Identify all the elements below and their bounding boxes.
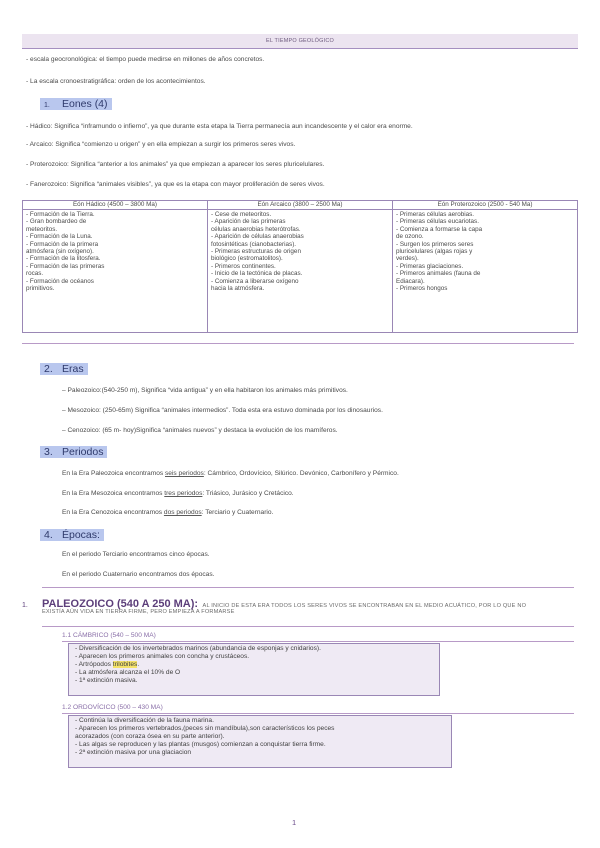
paleozoico-description-2: EXISTÍA AÚN VIDA EN TIERRA FIRME, PERO EMPIEZA A FORMARSE [42, 609, 235, 615]
ordovicico-box [68, 715, 452, 768]
cambrico-line-5: - 1ª extinción masiva. [75, 677, 138, 684]
eras-number: 2. [44, 363, 53, 375]
table-cell-line: verdes). [396, 255, 419, 263]
table-cell-line: - Formación de la Luna. [26, 233, 93, 241]
cambrico-line-3: - Artrópodos trilobites. [75, 661, 140, 668]
table-header-hadico: Eón Hádico (4500 – 3800 Ma) [23, 201, 208, 210]
table-cell-line: de ozono. [396, 233, 424, 241]
table-cell-line: - Primeros hongos [396, 285, 448, 293]
table-cell-line: - Formación de océanos [26, 277, 94, 285]
table-header-proterozoico: Eón Proterozoico (2500 - 540 Ma) [393, 201, 578, 210]
trilobites-highlight: trilobites [112, 661, 138, 668]
table-cell-line: rocas. [26, 270, 44, 278]
paleozoico-top-rule [42, 587, 574, 588]
table-cell-line: pluricelulares (algas rojas y [396, 248, 473, 256]
era-cenozoico-text: – Cenozoico: (65 m- hoy)Significa “animales nuevos” y destaca la evolución de los mamíferos. [62, 427, 338, 434]
era-paleozoico-text: – Paleozoico:(540-250 m), Significa “vida antigua” y en ella habitaron los animales más primitivos. [62, 387, 348, 394]
ordovicico-heading: 1.2 ORDOVÍCICO (500 – 430 MA) [62, 704, 163, 711]
intro-line-2: - La escala cronoestratigráfica: orden de los acontecimientos. [26, 78, 206, 85]
table-cell-line: biológico (estromatolitos). [211, 255, 283, 263]
ordovicico-line-2: - Aparecen los primeros vertebrados,(peces sin mandíbula),son característicos los peces [75, 725, 335, 732]
table-cell-line: - Formación de la litosfera. [26, 255, 101, 263]
periodos-title: Periodos [62, 446, 104, 458]
cambrico-box [68, 643, 440, 696]
ordovicico-rule [62, 713, 574, 714]
ordovicico-line-1: - Continúa la diversificación de la fauna marina. [75, 717, 214, 724]
eones-heading [40, 98, 112, 112]
epoca-cuaternario-text: En el periodo Cuaternario encontramos dos épocas. [62, 571, 215, 578]
table-cell-line: - Primeras células eucariotas. [396, 218, 479, 226]
table-cell-line: - Formación de la Tierra. [26, 211, 95, 218]
eras-heading [40, 363, 88, 376]
paleozoico-title: PALEOZOICO (540 A 250 MA): [42, 598, 199, 610]
eon-fanerozoico-text: - Fanerozoico: Significa “animales visibles”, ya que es la etapa con mayor proliferación de seres vivos. [26, 181, 325, 188]
periodos-heading [40, 446, 107, 459]
table-cell-line: - Aparición de células anaerobias [211, 233, 304, 241]
paleozoico-bottom-rule [42, 626, 574, 627]
periodos-number: 3. [44, 446, 53, 458]
cambrico-rule [62, 641, 574, 642]
eones-table [22, 200, 578, 333]
table-cell-line: - Formación de las primeras [26, 262, 105, 270]
ordovicico-line-5: - 2ª extinción masiva por una glaciacion [75, 749, 192, 756]
table-cell-line: - Comienza a liberarse oxígeno [211, 277, 299, 285]
table-cell-line: Ediacara). [396, 277, 425, 285]
periodo-cenozoica-text: En la Era Cenozoica encontramos dos periodos: Terciario y Cuaternario. [62, 509, 274, 516]
epocas-number: 4. [44, 529, 53, 541]
eones-title: Eones (4) [62, 98, 108, 110]
page-header: EL TIEMPO GEOLÓGICO [22, 34, 578, 49]
table-cell-line: primitivos. [26, 285, 55, 293]
intro-line-1: - escala geocronológica: el tiempo puede medirse en millones de años concretos. [26, 56, 265, 63]
era-mesozoico-text: – Mesozoico: (250-65m) Significa “animales intermedios”. Toda esta era estuvo dominada por los dinosaurios. [62, 407, 383, 414]
section-divider [22, 343, 574, 344]
table-cell-arcaico [208, 210, 393, 333]
ordovicico-line-4: - Las algas se reproducen y las plantas (musgos) comienzan a conquistar tierra firme. [75, 741, 326, 748]
eones-number: 1. [44, 102, 50, 109]
epocas-heading [40, 529, 104, 542]
table-cell-line: hacia la atmósfera. [211, 285, 265, 293]
table-cell-line: - Comienza a formarse la capa [396, 225, 483, 233]
table-cell-line: meteoritos. [26, 225, 58, 233]
table-cell-line: - Primeros animales (fauna de [396, 270, 481, 278]
eon-proterozoico-text: - Proterozoico: Significa “anterior a los animales” ya que empiezan a aparecer los seres pluricelulares. [26, 161, 325, 168]
table-cell-proterozoico [393, 210, 578, 333]
table-cell-line: atmósfera (sin oxígeno). [26, 248, 94, 256]
periodo-mesozoica-text: En la Era Mesozoica encontramos tres periodos: Triásico, Jurásico y Cretácico. [62, 490, 294, 497]
table-cell-line: - Inicio de la tectónica de placas. [211, 270, 303, 278]
eon-hadico-text: - Hádico: Significa “inframundo o infierno”, ya que durante esta etapa la Tierra permanecía aun incandescente y el calor era enorme. [26, 123, 413, 130]
paleozoico-description-1: AL INICIO DE ESTA ERA TODOS LOS SERES VIVOS SE ENCONTRABAN EN EL MEDIO ACUÁTICO, POR LO QUE NO [202, 603, 527, 609]
table-cell-line: células anaerobias heterótrofas. [211, 225, 301, 233]
cambrico-line-1: - Diversificación de los invertebrados marinos (abundancia de esponjas y cnidarios). [75, 645, 321, 652]
table-cell-hadico [23, 210, 208, 333]
table-cell-line: fotosintéticas (cianobacterias). [211, 240, 297, 248]
table-cell-line: - Primeras glaciaciones. [396, 262, 464, 270]
table-cell-line: - Surgen los primeros seres [396, 240, 474, 248]
epocas-title: Épocas: [62, 529, 100, 541]
table-cell-line: - Gran bombardeo de [26, 218, 87, 226]
ordovicico-line-3: acorazados (con coraza ósea en su parte anterior). [75, 733, 225, 740]
table-cell-line: - Primeras estructuras de origen [211, 248, 301, 256]
cambrico-line-4: - La atmósfera alcanza el 10% de O [75, 669, 181, 676]
eras-title: Eras [62, 363, 84, 375]
epoca-terciario-text: En el periodo Terciario encontramos cinco épocas. [62, 551, 210, 558]
table-cell-line: - Primeras células aerobias. [396, 211, 475, 218]
cambrico-line-2: - Aparecen los primeros animales con concha y crustáceos. [75, 653, 250, 660]
paleozoico-number: 1. [22, 602, 28, 609]
periodo-paleozoica-text: En la Era Paleozoica encontramos seis periodos: Cámbrico, Ordovícico, Silúrico. Devónico, Carbonífero y Pérmico. [62, 470, 399, 477]
eon-arcaico-text: - Arcaico: Significa “comienzo u origen” y en ella empiezan a surgir los primeros seres vivos. [26, 141, 296, 148]
table-header-arcaico: Eón Arcaico (3800 – 2500 Ma) [208, 201, 393, 210]
table-cell-line: - Cese de meteoritos. [211, 211, 272, 218]
table-cell-line: - Formación de la primera [26, 240, 99, 248]
table-cell-line: - Primeros continentes. [211, 262, 276, 270]
cambrico-heading: 1.1 CÁMBRICO (540 – 500 MA) [62, 632, 156, 639]
page-number: 1 [292, 818, 297, 827]
table-cell-line: - Aparición de las primeras [211, 218, 286, 226]
